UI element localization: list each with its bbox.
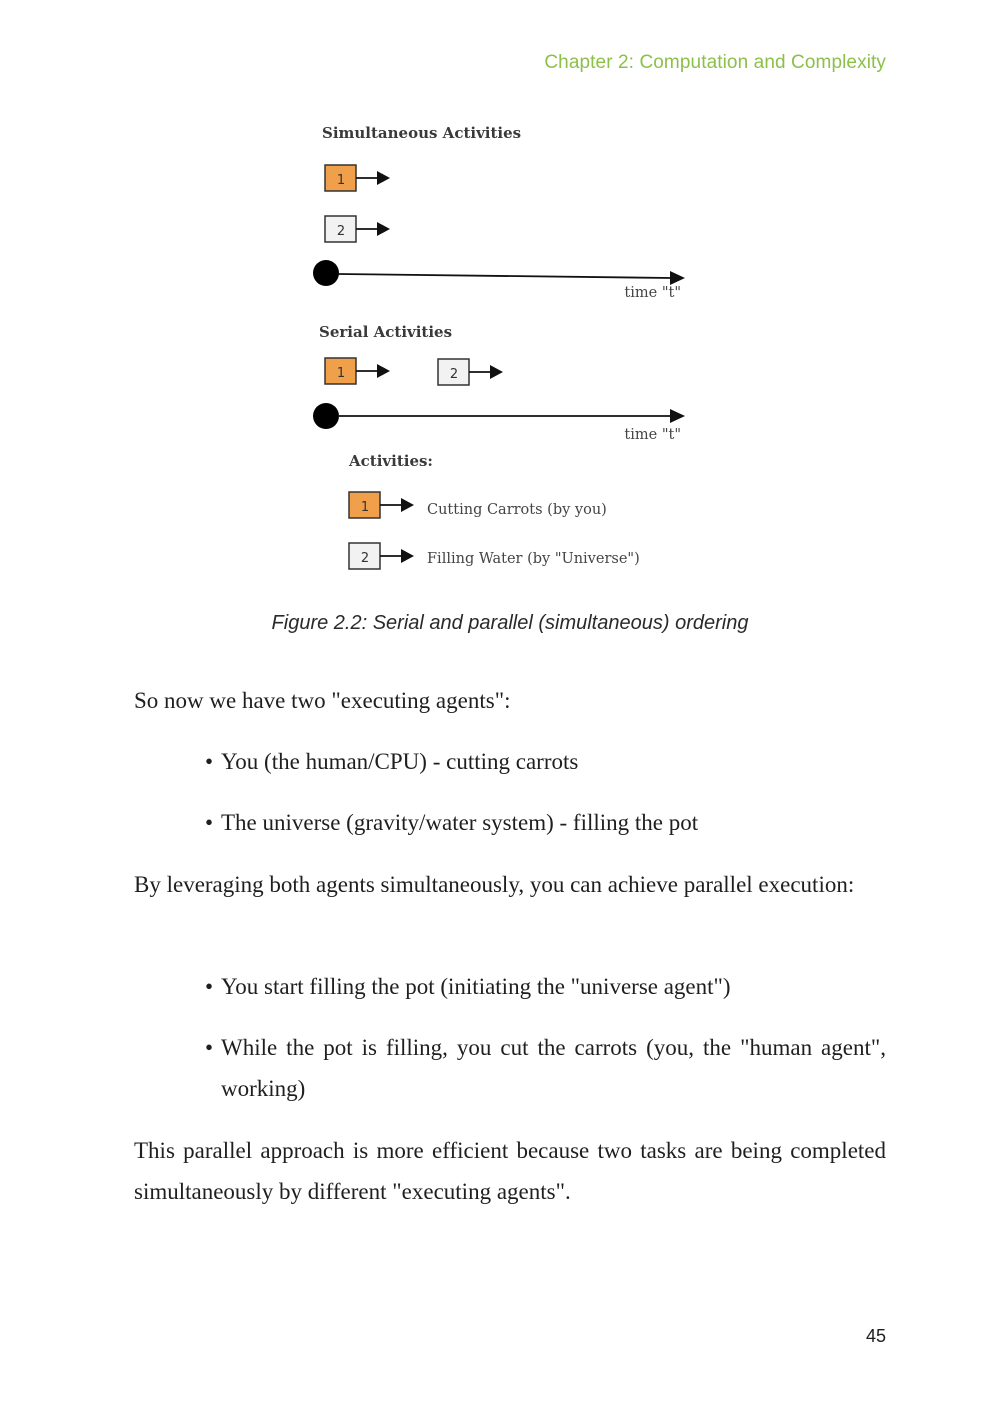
agent-bullet-2 — [205, 802, 886, 843]
serial-activity-1 — [325, 358, 390, 384]
page-number: 45 — [865, 1326, 886, 1346]
bullet-dot: • — [205, 749, 214, 774]
figure-caption: Figure 2.2: Serial and parallel (simultaneous) ordering — [271, 612, 749, 634]
leverage-paragraph: By leveraging both agents simultaneously, you can achieve parallel execution: — [134, 872, 855, 897]
serial-time-label: time "t" — [624, 427, 681, 443]
serial-activity-2-number: 2 — [449, 367, 459, 382]
bullet-dot: • — [205, 1035, 214, 1060]
simultaneous-title: Simultaneous Activities — [322, 124, 522, 142]
figure-diagram — [0, 0, 1000, 600]
legend-item-1-number: 1 — [360, 500, 370, 515]
sim-time-axis — [313, 260, 685, 286]
legend-item-1 — [349, 492, 607, 518]
bullet-dot: • — [205, 810, 214, 835]
conclusion-paragraph: This parallel approach is more efficient because two tasks are being completed simultaneously by different "executing agents". — [134, 1138, 886, 1204]
running-head: Chapter 2: Computation and Complexity — [544, 52, 886, 73]
agent-bullet-2-text: The universe (gravity/water system) - filling the pot — [221, 810, 699, 835]
agent-bullet-1-text: You (the human/CPU) - cutting carrots — [221, 749, 579, 774]
serial-title: Serial Activities — [319, 323, 453, 341]
sim-activity-2-number: 2 — [336, 224, 346, 239]
legend-item-1-label: Cutting Carrots (by you) — [427, 502, 607, 518]
serial-time-axis — [313, 403, 685, 429]
legend-item-2 — [349, 543, 640, 569]
agent-bullet-1 — [205, 741, 886, 782]
sim-time-label: time "t" — [624, 285, 681, 301]
bullet-dot: • — [205, 974, 214, 999]
sim-activity-2 — [325, 216, 390, 242]
sim-activity-1-number: 1 — [336, 173, 346, 188]
intro-paragraph: So now we have two "executing agents": — [134, 688, 511, 713]
step-bullet-1-text: You start filling the pot (initiating the "universe agent") — [221, 974, 731, 999]
step-bullet-1 — [205, 966, 886, 1007]
step-bullet-2-text: While the pot is filling, you cut the carrots (you, the "human agent", working) — [221, 1035, 886, 1101]
legend-item-2-label: Filling Water (by "Universe") — [427, 551, 640, 567]
legend-title: Activities: — [349, 452, 433, 470]
sim-activity-1 — [325, 165, 390, 191]
step-bullet-2 — [205, 1027, 886, 1109]
serial-activity-2 — [438, 359, 503, 385]
serial-activity-1-number: 1 — [336, 366, 346, 381]
legend-item-2-number: 2 — [360, 551, 370, 566]
